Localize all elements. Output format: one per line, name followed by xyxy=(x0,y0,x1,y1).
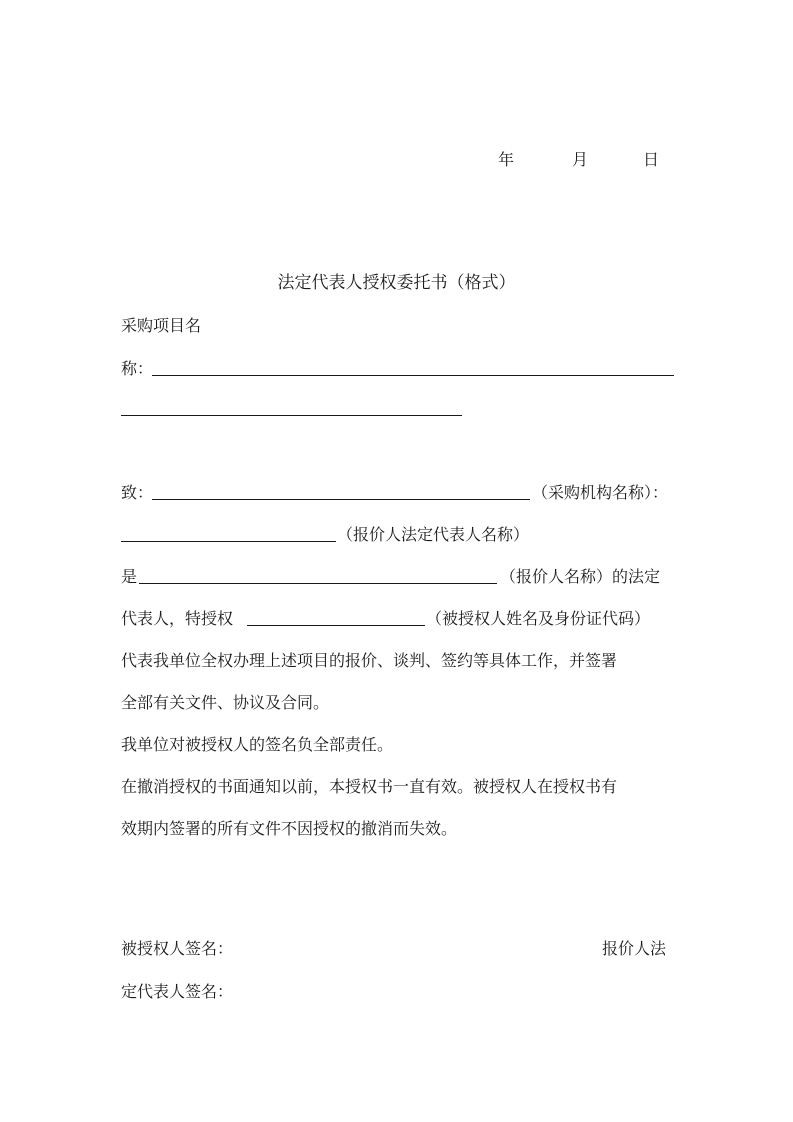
is-label: 是 xyxy=(121,567,138,586)
to-label: 致： xyxy=(121,483,154,502)
project-label-line1: 采购项目名 xyxy=(121,316,202,335)
bidder-name-blank xyxy=(139,583,497,584)
agency-name-hint: （采购机构名称）： xyxy=(532,483,669,502)
rep-signature-label-part2: 定代表人签名： xyxy=(121,982,234,1001)
authorize-hint: （被授权人姓名及身份证代码） xyxy=(426,609,651,628)
body-line-1: 代表我单位全权办理上述项目的报价、谈判、签约等具体工作，并签署 xyxy=(121,651,618,670)
agent-signature-label: 被授权人签名： xyxy=(121,939,234,958)
agency-name-blank xyxy=(152,499,530,500)
date-year: 年 xyxy=(498,150,515,169)
project-name-blank-cont xyxy=(121,415,462,416)
rep-signature-label-part1: 报价人法 xyxy=(602,939,667,958)
authorize-prefix: 代表人，特授权 xyxy=(121,609,234,628)
body-line-4: 在撤消授权的书面通知以前，本授权书一直有效。被授权人在授权书有 xyxy=(121,777,618,796)
rep-name-blank xyxy=(121,541,336,542)
rep-name-hint: （报价人法定代表人名称） xyxy=(337,525,530,544)
date-month: 月 xyxy=(572,150,589,169)
date-day: 日 xyxy=(643,150,660,169)
project-label-line2: 称： xyxy=(121,359,154,378)
document-title: 法定代表人授权委托书（格式） xyxy=(277,273,516,293)
body-line-2: 全部有关文件、协议及合同。 xyxy=(121,693,330,712)
bidder-name-hint: （报价人名称）的法定 xyxy=(500,567,661,586)
body-line-3: 我单位对被授权人的签名负全部责任。 xyxy=(121,735,394,754)
project-name-blank xyxy=(152,375,674,376)
body-line-5: 效期内签署的所有文件不因授权的撤消而失效。 xyxy=(121,819,458,838)
agent-name-blank xyxy=(247,625,425,626)
